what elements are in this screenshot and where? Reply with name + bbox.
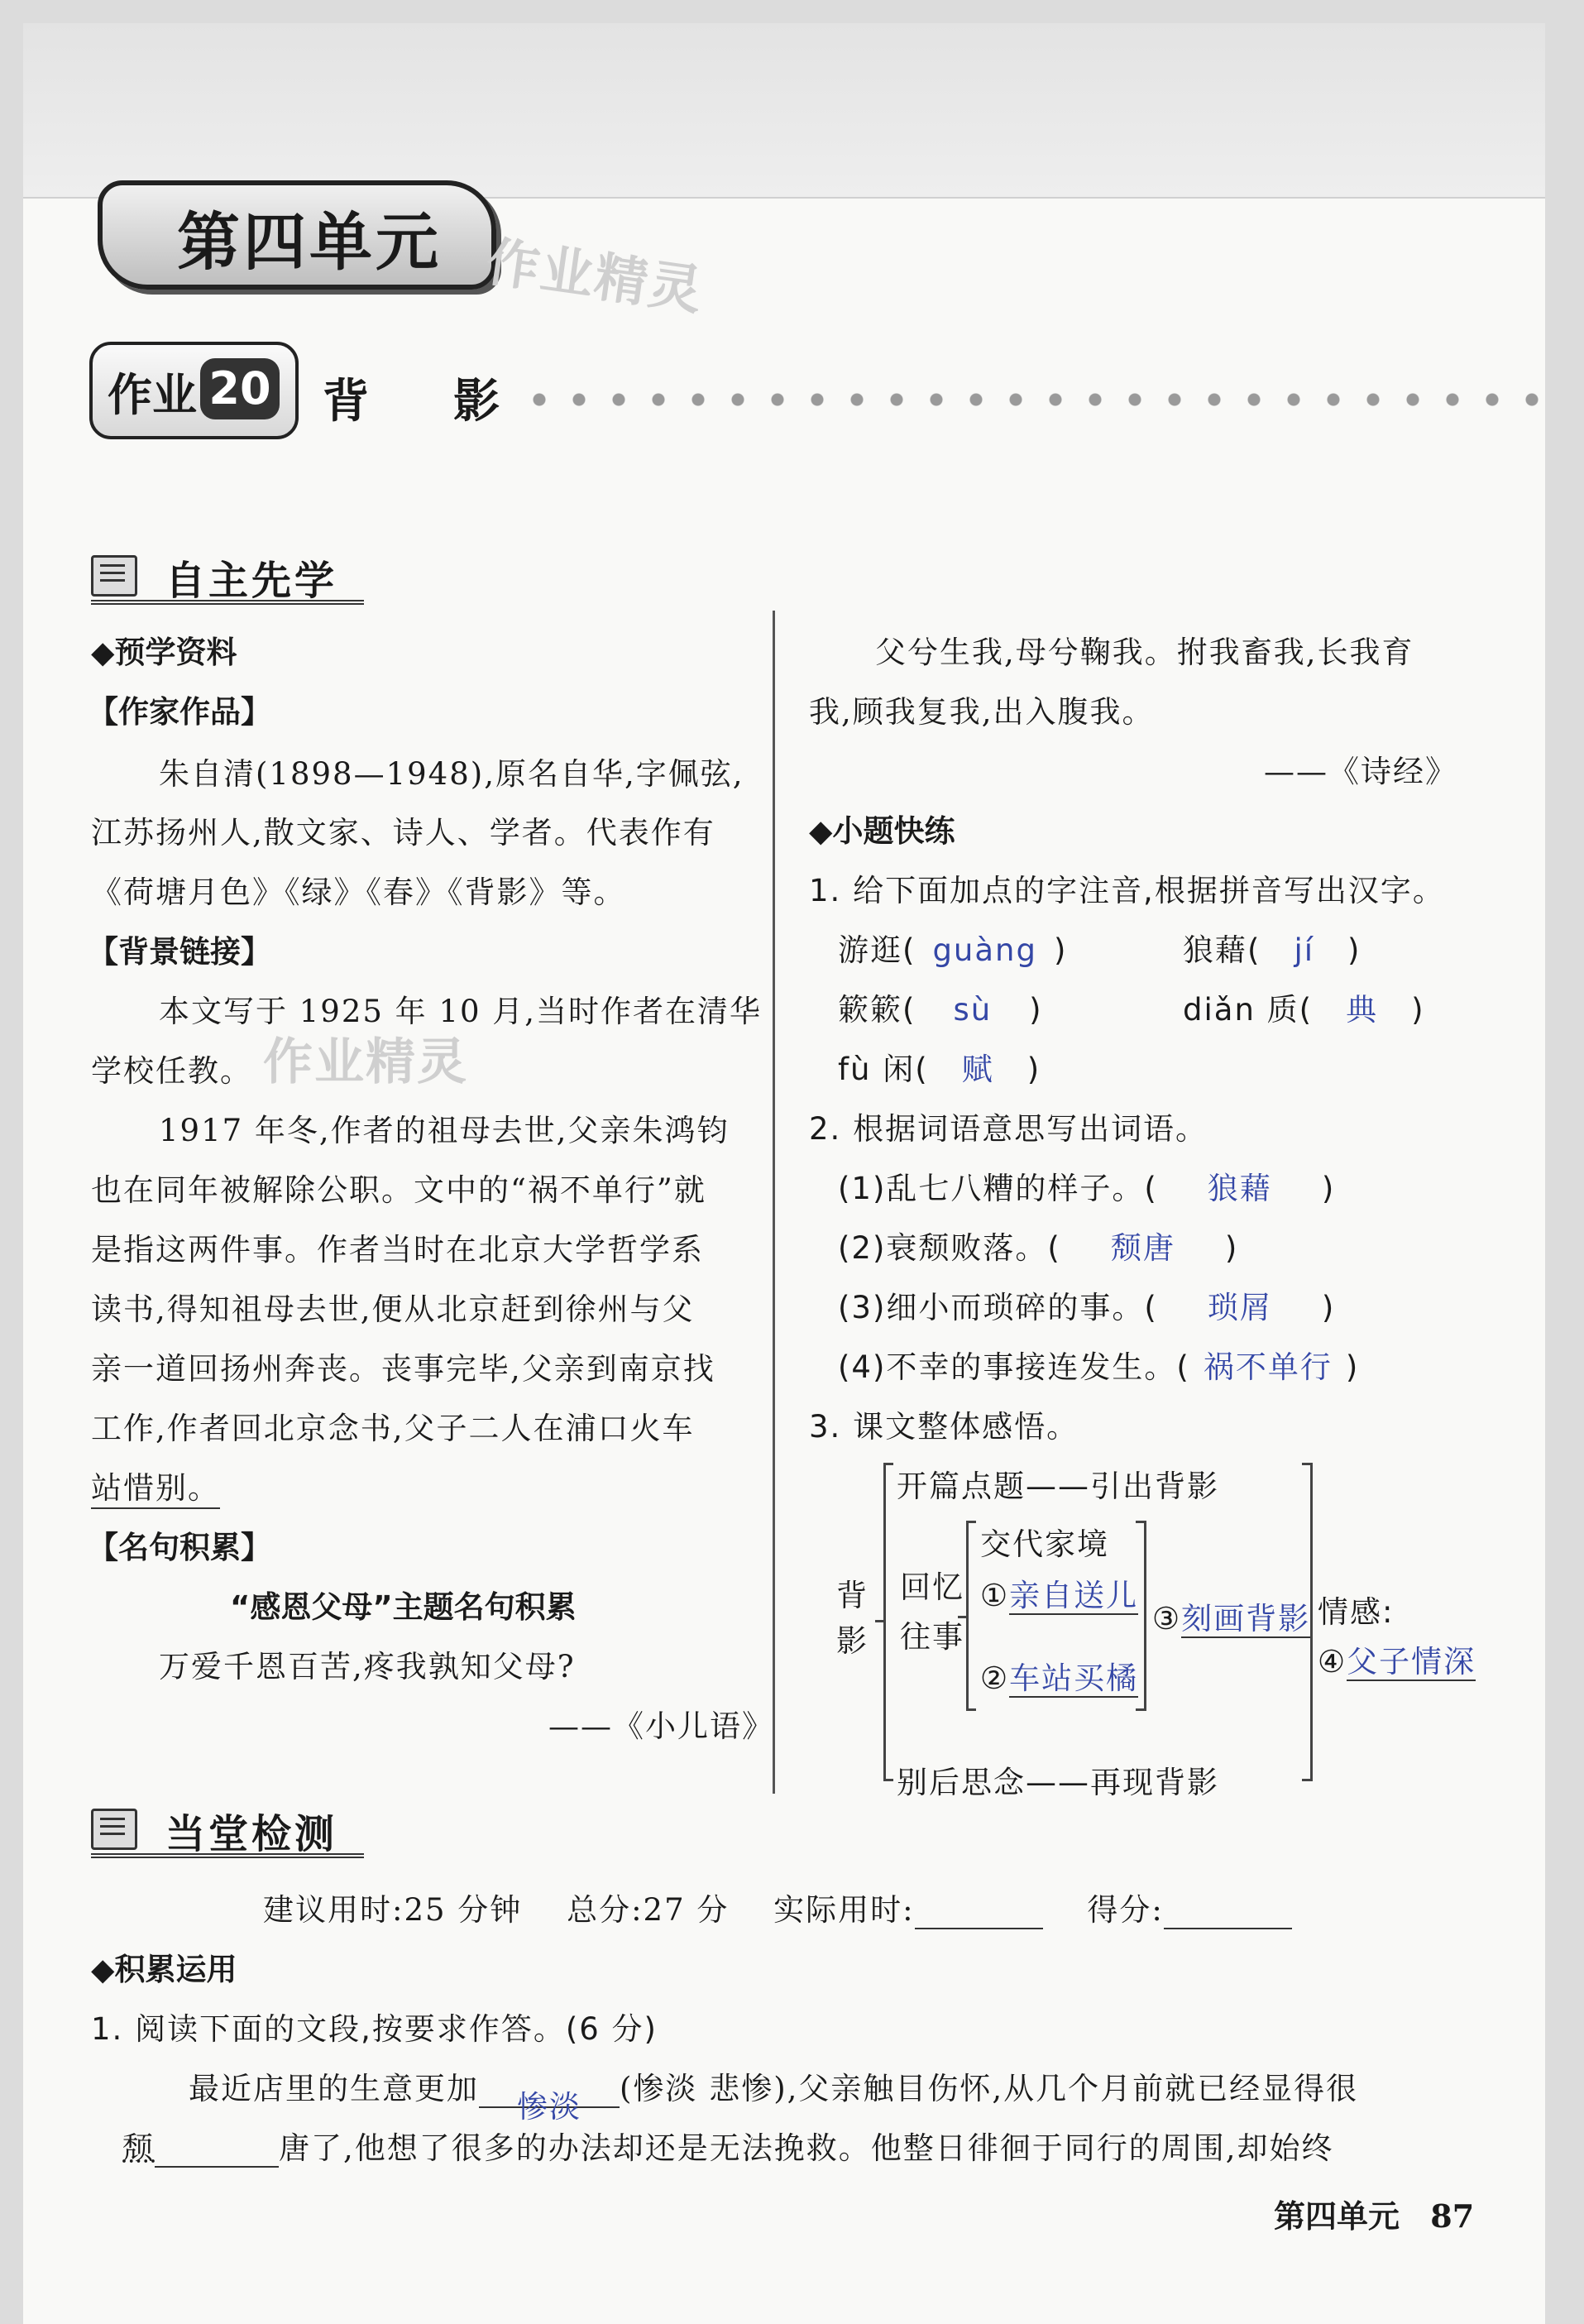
diagram-answer-2[interactable]: 车站买橘	[1009, 1660, 1139, 1696]
background-line-1: 本文写于 1925 年 10 月,当时作者在清华	[159, 994, 763, 1029]
q1-prompt: 1. 给下面加点的字注音,根据拼音写出汉字。	[809, 873, 1445, 908]
homework-label: 作业	[108, 369, 197, 421]
background2-line-7: 站惜别。	[91, 1463, 220, 1509]
brace-outer-right	[1310, 1463, 1313, 1781]
exercise-1-blank-1[interactable]: 惨淡	[479, 2082, 620, 2108]
column-divider	[773, 611, 775, 1794]
actual-time-field[interactable]	[915, 1903, 1043, 1929]
brace-tick	[1302, 1463, 1312, 1465]
total-score: 总分:27 分	[567, 1892, 730, 1928]
poem-source: ——《诗经》	[1264, 754, 1457, 789]
section-title: 当堂检测	[165, 1811, 338, 1857]
decorative-dots	[519, 391, 1545, 408]
section-title: 自主先学	[165, 558, 338, 604]
background2-line-1: 1917 年冬,作者的祖母去世,父亲朱鸿钧	[159, 1113, 730, 1148]
diagram-mid-2: 往事	[900, 1619, 964, 1655]
brace-tick	[1136, 1521, 1146, 1523]
diagram-item-4: ④父子情深	[1318, 1644, 1476, 1680]
q1-answer-4[interactable]: 典	[1346, 992, 1379, 1028]
diagram-bottom: 别后思念——再现背影	[897, 1765, 1219, 1800]
brace-tick	[883, 1463, 893, 1465]
diagram-item-1: ①亲自送儿	[980, 1578, 1139, 1613]
quote-1: 万爱千恩百苦,疼我孰知父母?	[159, 1649, 576, 1684]
brace-inner-right	[1144, 1521, 1146, 1711]
q2-answer-1[interactable]: 狼藉	[1207, 1171, 1272, 1206]
diagram-mid-1: 回忆	[900, 1569, 964, 1605]
lesson-title-char-1: 背	[323, 375, 369, 429]
quick-practice-heading: ◆小题快练	[809, 813, 955, 849]
exercise-1-line-1: 最近店里的生意更加惨淡(惨淡 悲惨),父亲触目伤怀,从几个月前就已经显得很	[189, 2071, 1359, 2125]
diagram-top: 开篇点题——引出背影	[897, 1469, 1219, 1504]
prestudy-heading: ◆预学资料	[91, 635, 237, 670]
q2-answer-2[interactable]: 颓唐	[1110, 1230, 1175, 1266]
exercise-1-blank-2[interactable]	[155, 2141, 279, 2168]
q1-answer-1[interactable]: guàng	[932, 932, 1037, 968]
diagram-jiadai: 交代家境	[980, 1526, 1109, 1562]
lesson-title-char-2: 影	[453, 375, 500, 429]
brace-tick	[1302, 1779, 1312, 1781]
poem-line-1: 父兮生我,母兮鞠我。拊我畜我,长我育	[875, 635, 1414, 670]
background-line-2: 学校任教。	[91, 1053, 252, 1089]
brace-tick	[883, 1779, 893, 1781]
watermark-2: 作业精灵	[263, 1033, 468, 1091]
q1-answer-3[interactable]: sù	[953, 992, 993, 1028]
quote-theme-title: “感恩父母”主题名句积累	[230, 1589, 577, 1625]
author-line-3: 《荷塘月色》《绿》《春》《背影》等。	[91, 874, 626, 910]
q1-answer-2[interactable]: jí	[1294, 932, 1314, 968]
diagram-answer-4[interactable]: 父子情深	[1347, 1644, 1476, 1680]
actual-time-label: 实际用时:	[773, 1892, 915, 1928]
diagram-root-2: 影	[836, 1623, 869, 1659]
diagram-answer-1[interactable]: 亲自送儿	[1009, 1578, 1139, 1613]
background2-line-2: 也在同年被解除公职。文中的“祸不单行”就	[91, 1172, 706, 1208]
exercise-1-prompt: 1. 阅读下面的文段,按要求作答。(6 分)	[91, 2011, 658, 2047]
q1-item-5: fù 闲( 赋 )	[838, 1052, 1041, 1087]
section-header-self-study	[91, 549, 364, 605]
q1-item-4: diǎn 质( 典 )	[1183, 992, 1425, 1028]
section-header-class-test	[91, 1802, 364, 1858]
page-header-band	[23, 23, 1545, 199]
suggested-time: 建议用时:25 分钟	[263, 1892, 523, 1928]
unit-title-banner	[98, 180, 496, 290]
score-field[interactable]	[1164, 1903, 1292, 1929]
book-icon	[91, 1809, 137, 1850]
diagram-answer-3[interactable]: 刻画背影	[1181, 1601, 1311, 1636]
timing-row	[263, 1885, 1292, 1929]
brace-tick	[958, 1616, 968, 1618]
author-tag: 【作家作品】	[88, 694, 271, 730]
homework-badge	[89, 342, 299, 439]
diagram-emotion: 情感:	[1318, 1594, 1395, 1630]
q1-item-3: 簌簌( sù )	[838, 992, 1043, 1028]
background2-line-4: 读书,得知祖母去世,便从北京赶到徐州与父	[91, 1291, 695, 1327]
page-footer	[1274, 2191, 1474, 2236]
q2-prompt: 2. 根据词语意思写出词语。	[809, 1111, 1208, 1147]
q2-item-1: (1)乱七八糟的样子。( 狼藉 )	[838, 1171, 1336, 1206]
workbook-page	[23, 23, 1545, 2324]
watermark: 作业精灵	[482, 231, 708, 323]
poem-line-2: 我,顾我复我,出入腹我。	[809, 694, 1155, 730]
background-tag: 【背景链接】	[88, 934, 271, 970]
q2-item-3: (3)细小而琐碎的事。( 琐屑 )	[838, 1290, 1336, 1325]
footer-unit: 第四单元	[1274, 2198, 1400, 2235]
homework-number: 20	[200, 358, 280, 419]
background2-line-6: 工作,作者回北京念书,父子二人在浦口火车	[91, 1411, 695, 1446]
score-label: 得分:	[1087, 1892, 1164, 1928]
quote-1-source: ——《小儿语》	[548, 1708, 774, 1744]
q1-item-2: 狼藉( jí )	[1183, 932, 1361, 968]
author-line-2: 江苏扬州人,散文家、诗人、学者。代表作有	[91, 815, 715, 851]
accumulation-heading: ◆积累运用	[91, 1952, 237, 1987]
q1-answer-5[interactable]: 赋	[961, 1052, 994, 1087]
background2-line-5: 亲一道回扬州奔丧。丧事完毕,父亲到南京找	[91, 1351, 715, 1387]
brace-tick	[966, 1521, 976, 1523]
notebook-icon	[91, 555, 137, 597]
exercise-1-line-2: 颓 唐了,他想了很多的办法却还是无法挽救。他整日徘徊于同行的周围,却始终	[122, 2130, 1334, 2166]
brace-tick	[966, 1708, 976, 1711]
diagram-item-3: ③刻画背影	[1152, 1601, 1311, 1636]
author-line-1: 朱自清(1898—1948),原名自华,字佩弦,	[159, 756, 744, 792]
q1-item-1: 游逛( guàng )	[838, 932, 1068, 968]
diagram-item-2: ②车站买橘	[980, 1660, 1139, 1696]
diagram-root-1: 背	[836, 1578, 869, 1613]
q2-answer-4[interactable]: 祸不单行	[1203, 1349, 1333, 1385]
page-number: 87	[1430, 2197, 1475, 2235]
q2-item-2: (2)衰颓败落。( 颓唐 )	[838, 1230, 1239, 1266]
q2-item-4: (4)不幸的事接连发生。( 祸不单行 )	[838, 1349, 1360, 1385]
quote-tag: 【名句积累】	[88, 1530, 271, 1565]
brace-tick	[875, 1620, 885, 1622]
background2-line-3: 是指这两件事。作者当时在北京大学哲学系	[91, 1232, 704, 1267]
brace-tick	[1136, 1708, 1146, 1711]
q2-answer-3[interactable]: 琐屑	[1207, 1290, 1272, 1325]
unit-title: 第四单元	[177, 205, 442, 279]
q3-prompt: 3. 课文整体感悟。	[809, 1409, 1079, 1445]
